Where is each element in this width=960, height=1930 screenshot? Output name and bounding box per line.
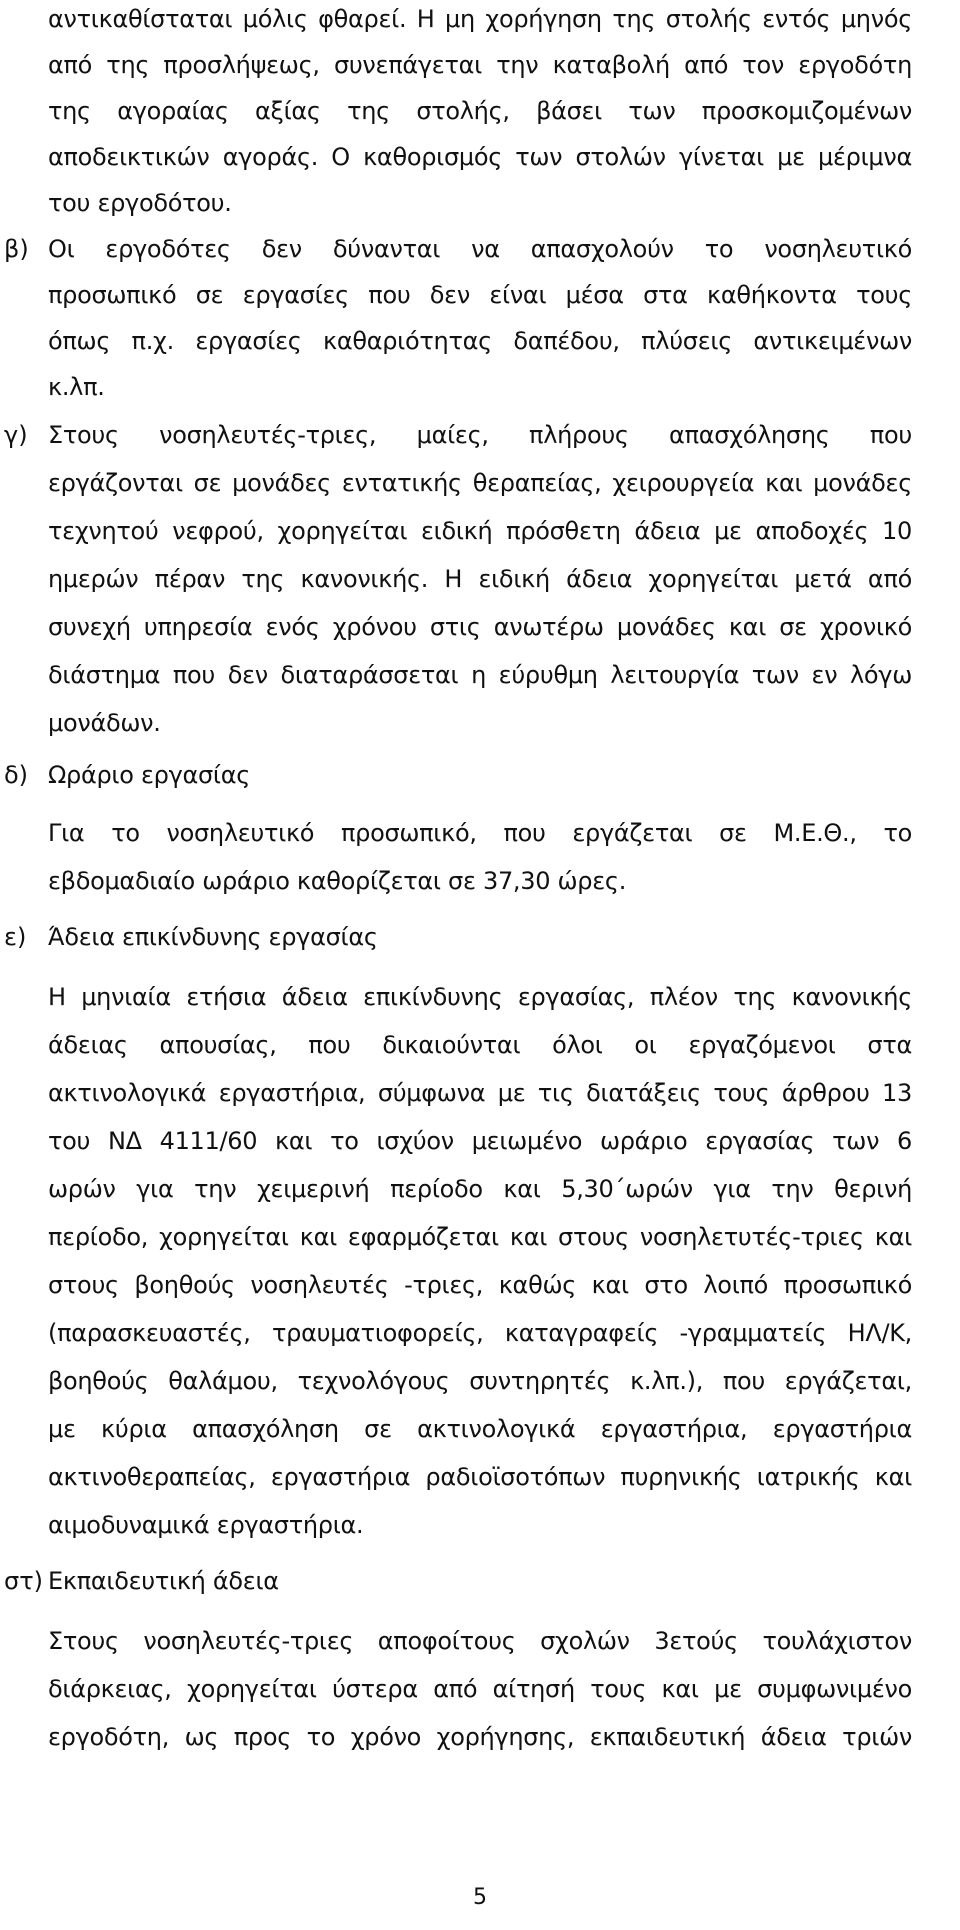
section-heading: Άδεια επικίνδυνης εργασίας: [48, 923, 378, 951]
paragraph-line: του ΝΔ 4111/60 και το ισχύον μειωμένο ωράριο εργασίας των 6: [48, 1127, 912, 1155]
paragraph-line: ακτινοθεραπείας, εργαστήρια ραδιοϊσοτόπων πυρηνικής ιατρικής και: [48, 1463, 912, 1491]
paragraph-line: αντικαθίσταται μόλις φθαρεί. Η μη χορήγηση της στολής εντός μηνός: [48, 5, 912, 33]
paragraph-line: συνεχή υπηρεσία ενός χρόνου στις ανωτέρω μονάδες και σε χρονικό: [48, 613, 912, 641]
paragraph-line: τεχνητού νεφρού, χορηγείται ειδική πρόσθετη άδεια με αποδοχές 10: [48, 517, 912, 545]
paragraph-line: Οι εργοδότες δεν δύνανται να απασχολούν το νοσηλευτικό: [48, 235, 912, 263]
paragraph-line: ωρών για την χειμερινή περίοδο και 5,30΄ωρών για την θερινή: [48, 1175, 912, 1203]
paragraph-line: με κύρια απασχόληση σε ακτινολογικά εργαστήρια, εργαστήρια: [48, 1415, 912, 1443]
paragraph-line: περίοδο, χορηγείται και εφαρμόζεται και στους νοσηλετυτές-τριες και: [48, 1223, 912, 1251]
paragraph-line: αιμοδυναμικά εργαστήρια.: [48, 1511, 364, 1539]
paragraph-line: ακτινολογικά εργαστήρια, σύμφωνα με τις διατάξεις τους άρθρου 13: [48, 1079, 912, 1107]
item-marker-epsilon: ε): [4, 923, 27, 951]
paragraph-line: εβδομαδιαίο ωράριο καθορίζεται σε 37,30 ώρες.: [48, 867, 627, 895]
item-marker-delta: δ): [4, 761, 29, 789]
paragraph-line: προσωπικό σε εργασίες που δεν είναι μέσα στα καθήκοντα τους: [48, 281, 912, 309]
paragraph-line: Για το νοσηλευτικό προσωπικό, που εργάζεται σε Μ.Ε.Θ., το: [48, 819, 912, 847]
paragraph-line: αποδεικτικών αγοράς. Ο καθορισμός των στολών γίνεται με μέριμνα: [48, 143, 912, 171]
paragraph-line: εργοδότη, ως προς το χρόνο χορήγησης, εκπαιδευτική άδεια τριών: [48, 1723, 912, 1751]
paragraph-line: στους βοηθούς νοσηλευτές -τριες, καθώς και στο λοιπό προσωπικό: [48, 1271, 912, 1299]
item-marker-stigma: στ): [4, 1567, 44, 1595]
page-number: 5: [473, 1885, 487, 1910]
paragraph-line: κ.λπ.: [48, 373, 105, 401]
paragraph-line: μονάδων.: [48, 709, 161, 737]
paragraph-line: Στους νοσηλευτές-τριες, μαίες, πλήρους απασχόλησης που: [48, 421, 912, 449]
paragraph-line: του εργοδότου.: [48, 189, 232, 217]
paragraph-line: Η μηνιαία ετήσια άδεια επικίνδυνης εργασίας, πλέον της κανονικής: [48, 983, 912, 1011]
paragraph-line: εργάζονται σε μονάδες εντατικής θεραπείας, χειρουργεία και μονάδες: [48, 469, 912, 497]
paragraph-line: ημερών πέραν της κανονικής. Η ειδική άδεια χορηγείται μετά από: [48, 565, 912, 593]
paragraph-line: βοηθούς θαλάμου, τεχνολόγους συντηρητές κ.λπ.), που εργάζεται,: [48, 1367, 912, 1395]
paragraph-line: διάρκειας, χορηγείται ύστερα από αίτησή τους και με συμφωνιμένο: [48, 1675, 912, 1703]
paragraph-line: άδειας απουσίας, που δικαιούνται όλοι οι εργαζόμενοι στα: [48, 1031, 912, 1059]
paragraph-line: της αγοραίας αξίας της στολής, βάσει των προσκομιζομένων: [48, 97, 912, 125]
section-heading: Ωράριο εργασίας: [48, 761, 251, 789]
item-marker-beta: β): [4, 235, 29, 263]
item-marker-gamma: γ): [4, 421, 28, 449]
section-heading: Εκπαιδευτική άδεια: [48, 1567, 279, 1595]
paragraph-line: από της προσλήψεως, συνεπάγεται την καταβολή από τον εργοδότη: [48, 51, 912, 79]
paragraph-line: (παρασκευαστές, τραυματιοφορείς, καταγραφείς -γραμματείς ΗΛ/Κ,: [48, 1319, 912, 1347]
paragraph-line: διάστημα που δεν διαταράσσεται η εύρυθμη λειτουργία των εν λόγω: [48, 661, 912, 689]
paragraph-line: Στους νοσηλευτές-τριες αποφοίτους σχολών 3ετούς τουλάχιστον: [48, 1627, 912, 1655]
paragraph-line: όπως π.χ. εργασίες καθαριότητας δαπέδου, πλύσεις αντικειμένων: [48, 327, 912, 355]
